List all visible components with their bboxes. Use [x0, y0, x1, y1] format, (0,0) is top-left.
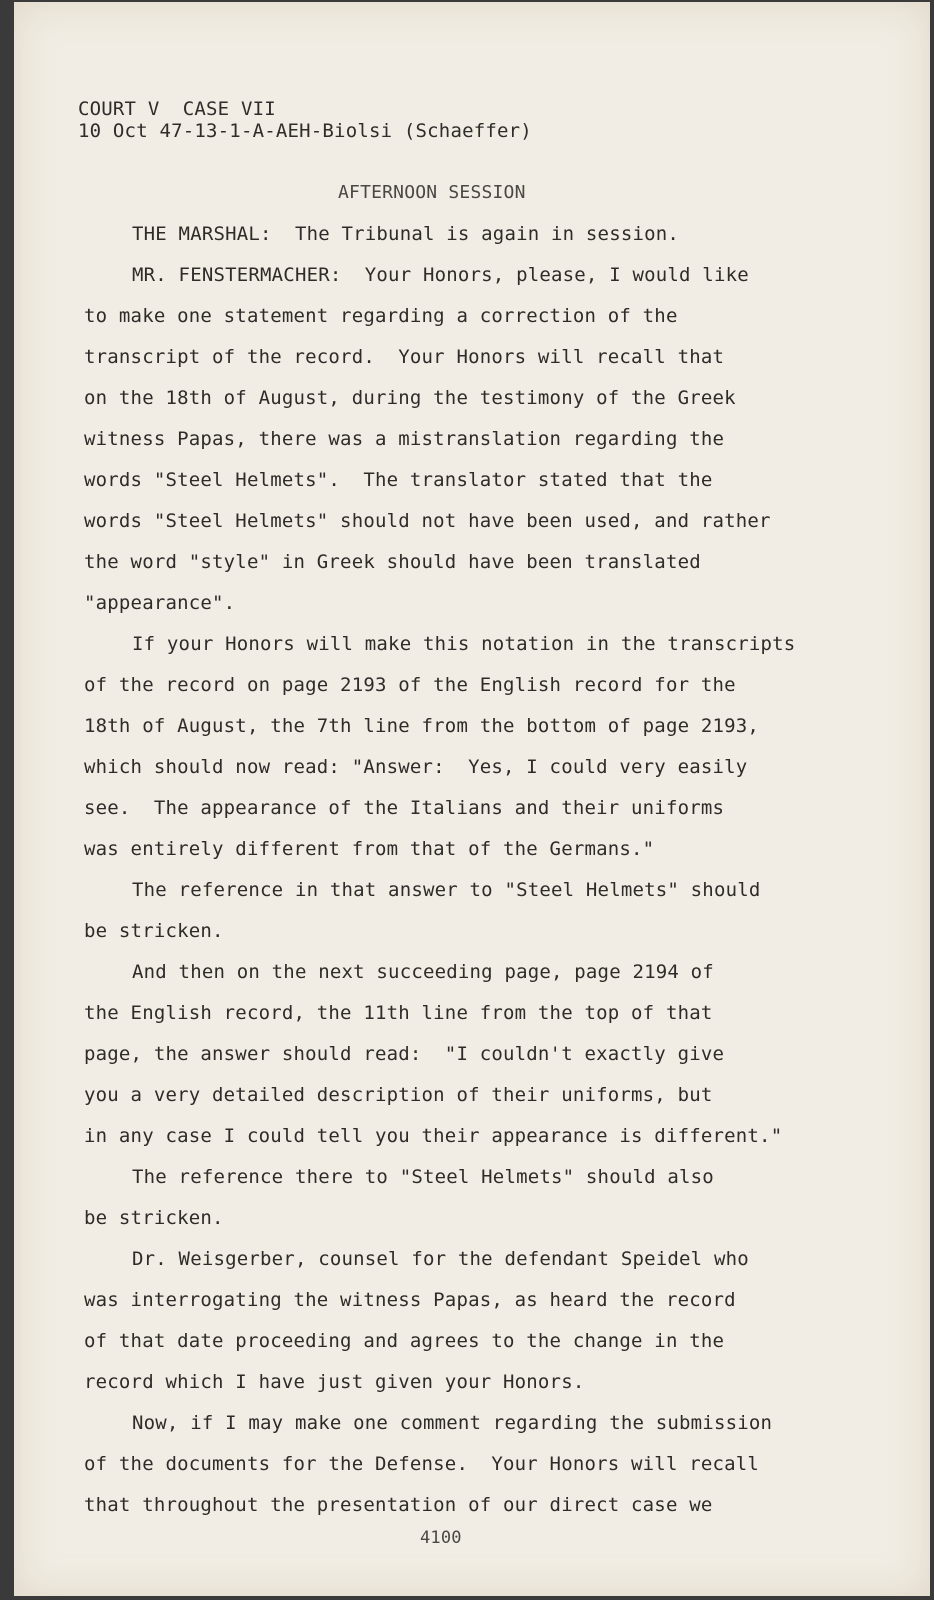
transcript-body	[84, 214, 884, 1526]
transcript-line: be stricken.	[84, 1207, 224, 1229]
transcript-line: If your Honors will make this notation in the transcripts	[132, 633, 796, 655]
transcript-line: was interrogating the witness Papas, as heard the record	[84, 1289, 736, 1311]
transcript-line: transcript of the record. Your Honors will recall that	[84, 346, 725, 368]
transcript-line: to make one statement regarding a correction of the	[84, 305, 678, 327]
transcript-line: The reference there to "Steel Helmets" should also	[132, 1166, 714, 1188]
transcript-line: witness Papas, there was a mistranslation regarding the	[84, 428, 725, 450]
transcript-line: you a very detailed description of their uniforms, but	[84, 1084, 713, 1106]
transcript-line: that throughout the presentation of our direct case we	[84, 1494, 713, 1516]
document-reference-line: 10 Oct 47-13-1-A-AEH-Biolsi (Schaeffer)	[78, 120, 532, 142]
transcript-line: Dr. Weisgerber, counsel for the defendant Speidel who	[132, 1248, 749, 1270]
transcript-line: MR. FENSTERMACHER: Your Honors, please, I would like	[132, 264, 749, 286]
transcript-line: "appearance".	[84, 592, 236, 614]
transcript-line: record which I have just given your Honors.	[84, 1371, 585, 1393]
transcript-line: of the documents for the Defense. Your Honors will recall	[84, 1453, 760, 1475]
page-number: 4100	[420, 1528, 462, 1548]
transcript-line: was entirely different from that of the Germans."	[84, 838, 655, 860]
transcript-line: see. The appearance of the Italians and their uniforms	[84, 797, 725, 819]
session-title: AFTERNOON SESSION	[338, 182, 526, 203]
court-case-line: COURT V CASE VII	[78, 98, 276, 120]
transcript-line: of that date proceeding and agrees to the change in the	[84, 1330, 725, 1352]
transcript-line: THE MARSHAL: The Tribunal is again in session.	[132, 223, 680, 245]
transcript-line: page, the answer should read: "I couldn't exactly give	[84, 1043, 725, 1065]
transcript-line: words "Steel Helmets" should not have been used, and rather	[84, 510, 771, 532]
transcript-line: words "Steel Helmets". The translator stated that the	[84, 469, 713, 491]
transcript-page	[14, 2, 930, 1596]
transcript-line: of the record on page 2193 of the English record for the	[84, 674, 736, 696]
transcript-line: The reference in that answer to "Steel Helmets" should	[132, 879, 761, 901]
transcript-line: in any case I could tell you their appearance is different."	[84, 1125, 783, 1147]
transcript-line: 18th of August, the 7th line from the bottom of page 2193,	[84, 715, 760, 737]
transcript-line: which should now read: "Answer: Yes, I could very easily	[84, 756, 748, 778]
transcript-line: the English record, the 11th line from the top of that	[84, 1002, 713, 1024]
transcript-line: Now, if I may make one comment regarding the submission	[132, 1412, 773, 1434]
transcript-line: And then on the next succeeding page, page 2194 of	[132, 961, 714, 983]
transcript-line: on the 18th of August, during the testimony of the Greek	[84, 387, 736, 409]
transcript-line: the word "style" in Greek should have been translated	[84, 551, 701, 573]
transcript-line: be stricken.	[84, 920, 224, 942]
